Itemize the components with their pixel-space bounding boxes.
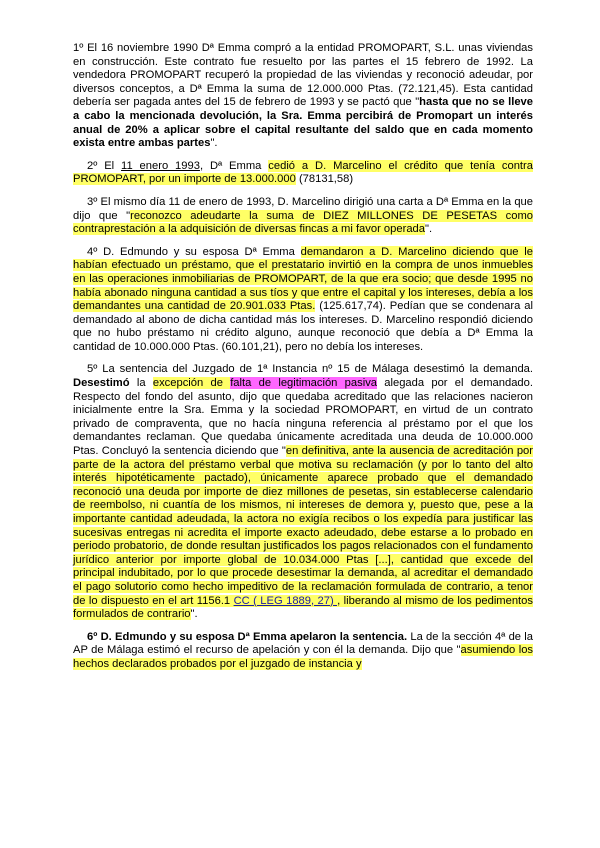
p5-body: alegada por el demandado. Respecto del fondo del asunto, dijo que quedaba acreditado que las relaciones nacieron inicialmente entre la Sra. Emma y la sociedad PROMOPART, en virtud de un contrato privado de compraventa, que no hacía ninguna referencia al préstamo por el que los demandantes reclaman. Que quedaba únicamente acreditada una deuda de 10.000.000 Ptas. Concluyó la sentencia diciendo que " xyxy=(73,377,533,458)
paragraph-3 xyxy=(73,196,533,237)
p5-end: ". xyxy=(190,608,198,621)
p5-prefix: 5º La sentencia del Juzgado de 1ª Instancia nº 15 de Málaga desestimó la demanda. xyxy=(87,363,533,376)
p5-legal-link[interactable]: CC ( LEG 1889, 27) xyxy=(233,594,338,607)
p1-text: 1º El 16 noviembre 1990 Dª Emma compró a la entidad PROMOPART, S.L. unas viviendas en construcción. Este contrato fue resuelto por las partes el 15 febrero de 1992. La vendedora PROMOPART recuperó la propiedad de las viviendas y reconoció adeudar, por diversos conceptos, a Dª Emma la suma de 12.000.000 Ptas. (72.121,45). Esta cantidad debería ser pagada antes del 15 de febrero de 1993 y se pactó que " xyxy=(73,42,533,109)
paragraph-1 xyxy=(73,42,533,151)
p3-highlight: reconozco adeudarte la suma de DIEZ MILLONES DE PESETAS como contraprestación a la adquisición de diversas fincas a mi favor operada xyxy=(73,209,533,236)
p4-highlight: demandaron a D. Marcelino diciendo que le habían efectuado un préstamo, que el prestatario invirtió en la compra de unos inmuebles en las operaciones inmobiliarias de PROMOPART, de la que era socio; que desde 1995 no había abonado ninguna cantidad a sus tíos y que entre el capital y los intereses, debía a los demandantes una cantidad de 20.901.033 Ptas. xyxy=(73,245,533,313)
paragraph-6 xyxy=(73,631,533,672)
p6-bold: 6º D. Edmundo y su esposa Dª Emma apelaron la sentencia. xyxy=(87,630,408,643)
p2-mid: , Dª Emma xyxy=(199,159,269,172)
document-page xyxy=(73,42,533,681)
p5-bold: Desestimó xyxy=(73,377,130,390)
paragraph-2 xyxy=(73,160,533,187)
p4-prefix: 4º D. Edmundo y su esposa Dª Emma xyxy=(87,245,301,258)
p5-highlight-quote: en definitiva, ante la ausencia de acreditación por parte de la actora del préstamo verbal que motiva su reclamación (y por lo tanto del alto interés hipotéticamente pactado), únicamente aparece probado que el demandado reconoció una deuda por importe de diez millones de pesetas, sin establecerse calendario de reembolso, ni cuantía de los mismos, ni intereses de demora y, puesto que, pese a la importante cantidad adeudada, la actora no exigía recibos o los expedía para justificar las sucesivas entregas ni acredita el importe exacto adeudado, debe estarse a lo probado en periodo probatorio, de donde resultan justificados los pagos relacionados con el fundamento jurídico anterior por importe global de 10.034.000 Ptas [...], cantidad que excede del principal indubitado, por lo que procede desestimar la demanda, al acreditar el demandado el pago solutorio como hecho impeditivo de la reclamación formulada de contrario, a tenor de lo dispuesto en el art 1156.1 xyxy=(73,445,533,607)
p5-highlight-end: , liberando al mismo de los pedimentos formulados de contrario xyxy=(73,594,533,621)
paragraph-5 xyxy=(73,363,533,621)
p3-end: ". xyxy=(424,223,433,236)
p3-prefix: 3º El mismo día 11 de enero de 1993, D. Marcelino dirigió una carta a Dª Emma en la que dijo que " xyxy=(73,195,533,222)
p2-prefix: 2º El xyxy=(87,159,122,172)
p4-rest: (125.617,74). Pedían que se condenara al demandado al abono de dicha cantidad más los intereses. D. Marcelino respondió diciendo que no hubo préstamo ni crédito alguno, aunque reconoció que debía a Dª Emma la cantidad de 10.000.000 Ptas. (60.101,21), pero no debía los intereses. xyxy=(73,300,533,353)
paragraph-4 xyxy=(73,246,533,355)
p1-bold-clause: hasta que no se lleve a cabo la mencionada devolución, la Sra. Emma percibirá de Promopart un interés anual de 20% a aplicar sobre el capital resultante del saldo que en cada momento exista entre ambas partes xyxy=(73,96,533,150)
p6-text: La de la sección 4ª de la AP de Málaga estimó el recurso de apelación y con él la demanda. Dijo que " xyxy=(73,630,533,657)
p2-date: 11 enero 1993 xyxy=(121,159,200,172)
p2-highlight: cedió a D. Marcelino el crédito que tenía contra PROMOPART, por un importe de 13.000.000 xyxy=(73,159,533,186)
p5-magenta-highlight: falta de legitimación pasiva xyxy=(230,377,378,390)
p2-amount: (78131,58) xyxy=(295,173,354,186)
p5-la: la xyxy=(129,377,153,390)
p5-highlight-exception: excepción de xyxy=(152,377,231,390)
p1-end: ". xyxy=(210,137,218,150)
p6-highlight: asumiendo los hechos declarados probados por el juzgado de instancia y xyxy=(73,644,534,670)
